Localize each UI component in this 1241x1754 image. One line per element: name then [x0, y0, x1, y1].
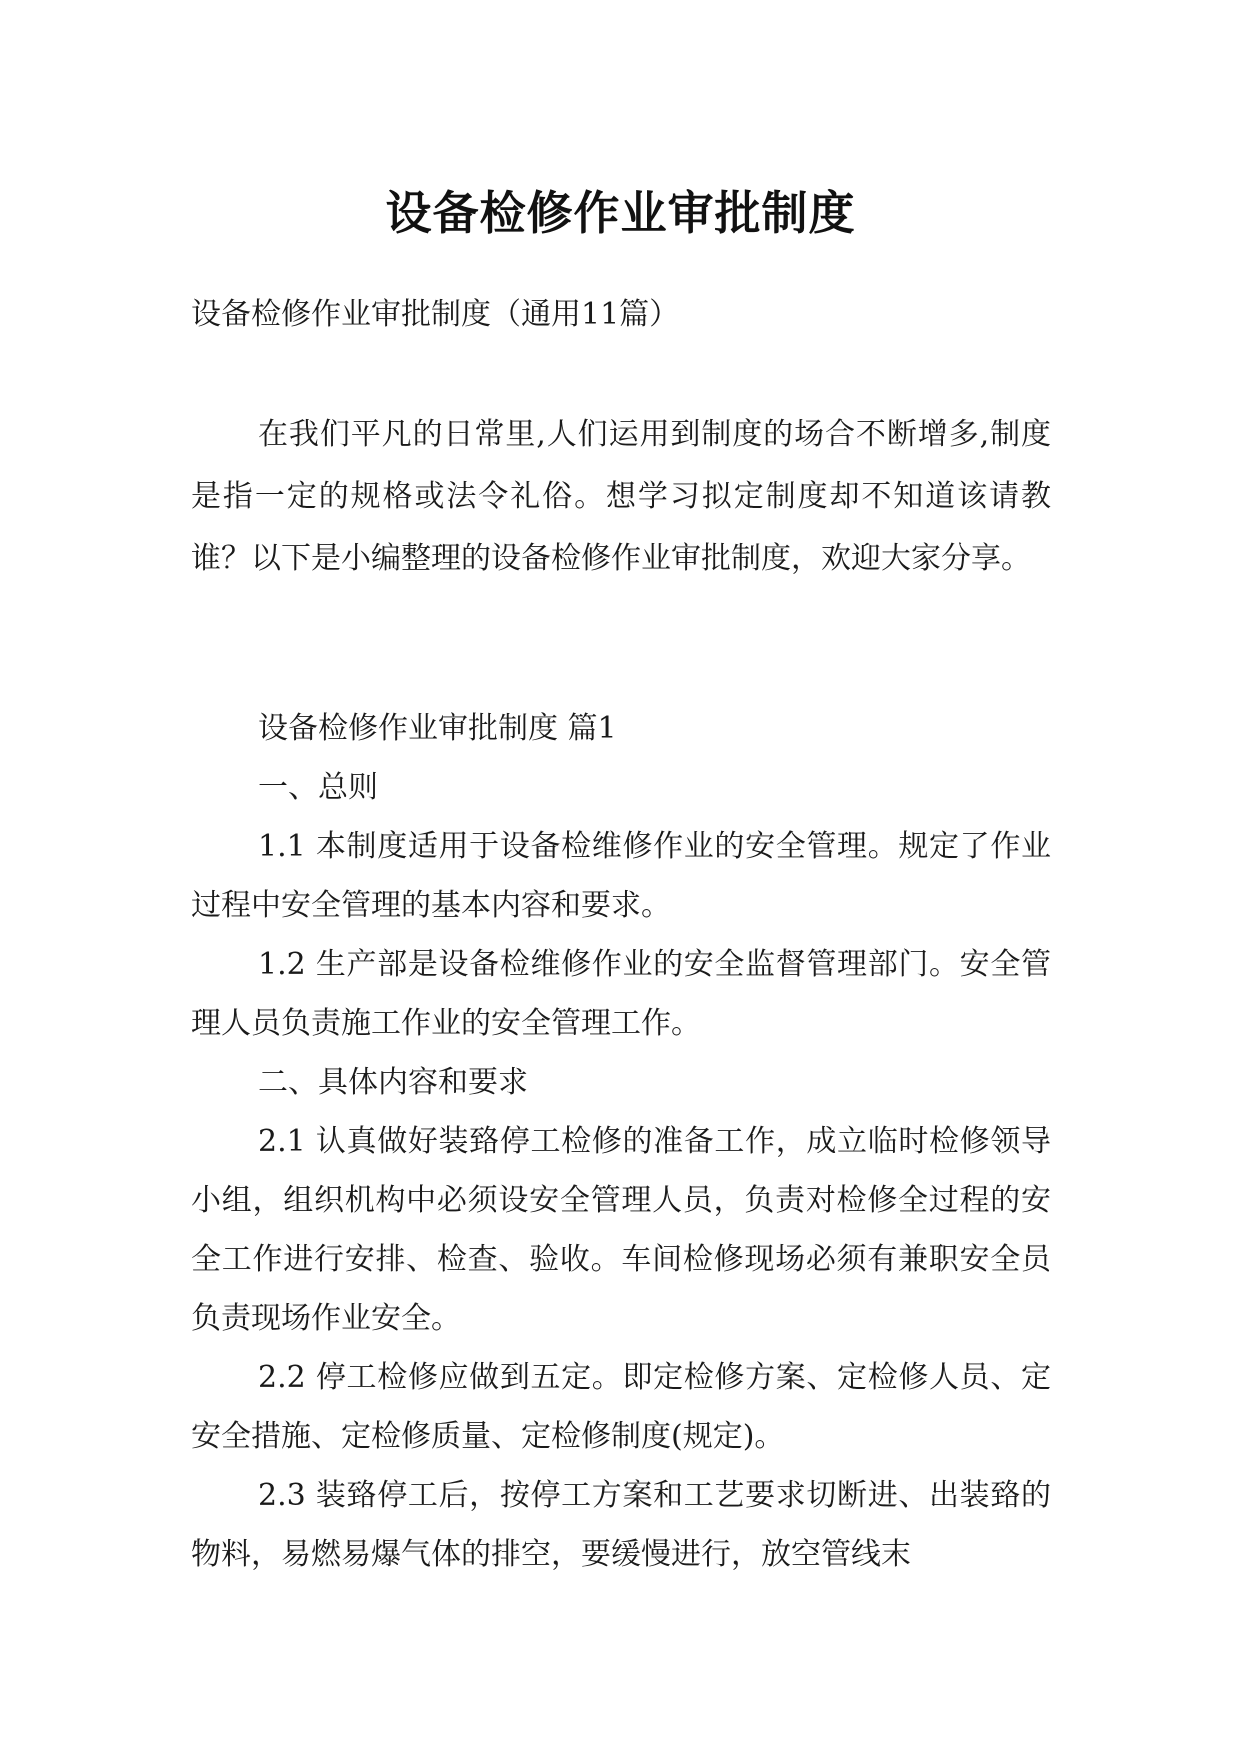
clause-paragraph: 1.1 本制度适用于设备检维修作业的安全管理。规定了作业过程中安全管理的基本内容和要求。 [191, 829, 1051, 923]
clause-paragraph: 2.3 装臵停工后，按停工方案和工艺要求切断进、出装臵的物料，易燃易爆气体的排空，要缓慢进行，放空管线末 [191, 1478, 1051, 1572]
clause-paragraph: 2.2 停工检修应做到五定。即定检修方案、定检修人员、定安全措施、定检修质量、定检修制度(规定)。 [191, 1360, 1051, 1454]
document-title: 设备检修作业审批制度 [385, 185, 856, 240]
intro-paragraph: 在我们平凡的日常里,人们运用到制度的场合不断增多,制度是指一定的规格或法令礼俗。想学习拟定制度却不知道该请教谁？以下是小编整理的设备检修作业审批制度，欢迎大家分享。 [191, 417, 1051, 576]
clause-paragraph: 1.2 生产部是设备检维修作业的安全监督管理部门。安全管理人员负责施工作业的安全管理工作。 [191, 947, 1051, 1041]
document-body [191, 699, 1051, 1584]
chapter-heading: 一、总则 [258, 770, 378, 805]
document-subtitle: 设备检修作业审批制度（通用11篇） [191, 297, 680, 332]
chapter-heading: 二、具体内容和要求 [258, 1065, 528, 1100]
section-heading: 设备检修作业审批制度 篇1 [258, 711, 617, 746]
clause-paragraph: 2.1 认真做好装臵停工检修的准备工作，成立临时检修领导小组，组织机构中必须设安全管理人员，负责对检修全过程的安全工作进行安排、检查、验收。车间检修现场必须有兼职安全员负责现场作业安全。 [191, 1124, 1051, 1336]
